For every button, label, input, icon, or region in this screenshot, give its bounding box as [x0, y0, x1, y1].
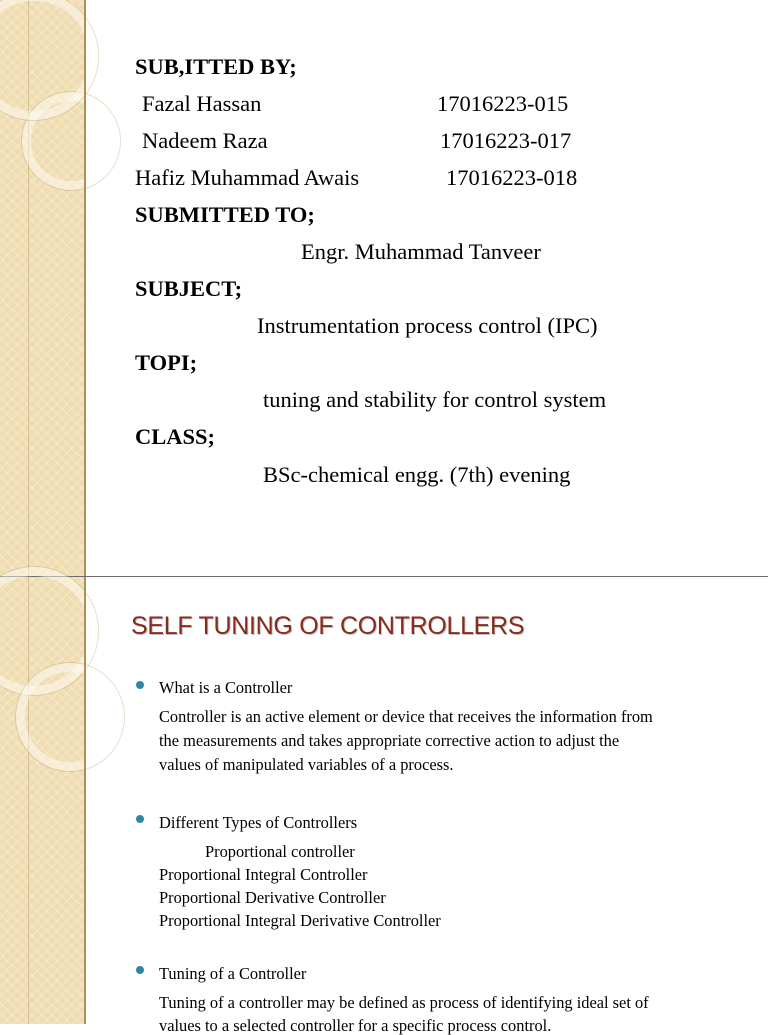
definition-line: Controller is an active element or device that receives the information from: [159, 707, 653, 726]
topic-heading: TOPI;: [135, 350, 198, 375]
bullet-icon: [136, 966, 144, 974]
decorative-ring: [16, 663, 124, 771]
member-name: Nadeem Raza: [142, 128, 268, 153]
bullet-icon: [136, 815, 144, 823]
subject-value: Instrumentation process control (IPC): [257, 313, 598, 338]
member-name: Fazal Hassan: [142, 91, 262, 116]
band-edge-line: [84, 0, 86, 576]
bullet-label: Different Types of Controllers: [159, 813, 358, 832]
member-id: 17016223-015: [437, 91, 569, 116]
bullet-label: What is a Controller: [159, 678, 293, 697]
band-edge-line: [84, 577, 86, 1024]
tuning-line: Tuning of a controller may be defined as process of identifying ideal set of: [159, 993, 649, 1012]
tuning-line: values to a selected controller for a specific process control.: [159, 1016, 552, 1035]
definition-line: values of manipulated variables of a process.: [159, 755, 454, 774]
controller-type: Proportional Integral Derivative Controller: [159, 911, 441, 930]
member-name: Hafiz Muhammad Awais: [135, 165, 360, 190]
member-id: 17016223-018: [446, 165, 578, 190]
topic-value: tuning and stability for control system: [263, 387, 607, 412]
bullet-icon: [136, 681, 144, 689]
class-value: BSc-chemical engg. (7th) evening: [263, 462, 571, 487]
submitted-by-heading: SUB,ITTED BY;: [135, 54, 297, 79]
class-heading: CLASS;: [135, 424, 216, 449]
definition-line: the measurements and takes appropriate corrective action to adjust the: [159, 731, 620, 750]
bullet-label: Tuning of a Controller: [159, 964, 307, 983]
content-slide: [0, 577, 768, 1024]
decorative-side-band: [0, 0, 84, 576]
member-id: 17016223-017: [440, 128, 572, 153]
controller-type: Proportional controller: [205, 842, 355, 861]
slide-title: SELF TUNING OF CONTROLLERS: [131, 612, 525, 640]
controller-type: Proportional Derivative Controller: [159, 888, 386, 907]
submitted-to-value: Engr. Muhammad Tanveer: [301, 239, 541, 264]
subject-heading: SUBJECT;: [135, 276, 243, 301]
submitted-to-heading: SUBMITTED TO;: [135, 202, 315, 227]
decorative-side-band: [0, 577, 84, 1024]
controller-type: Proportional Integral Controller: [159, 865, 368, 884]
